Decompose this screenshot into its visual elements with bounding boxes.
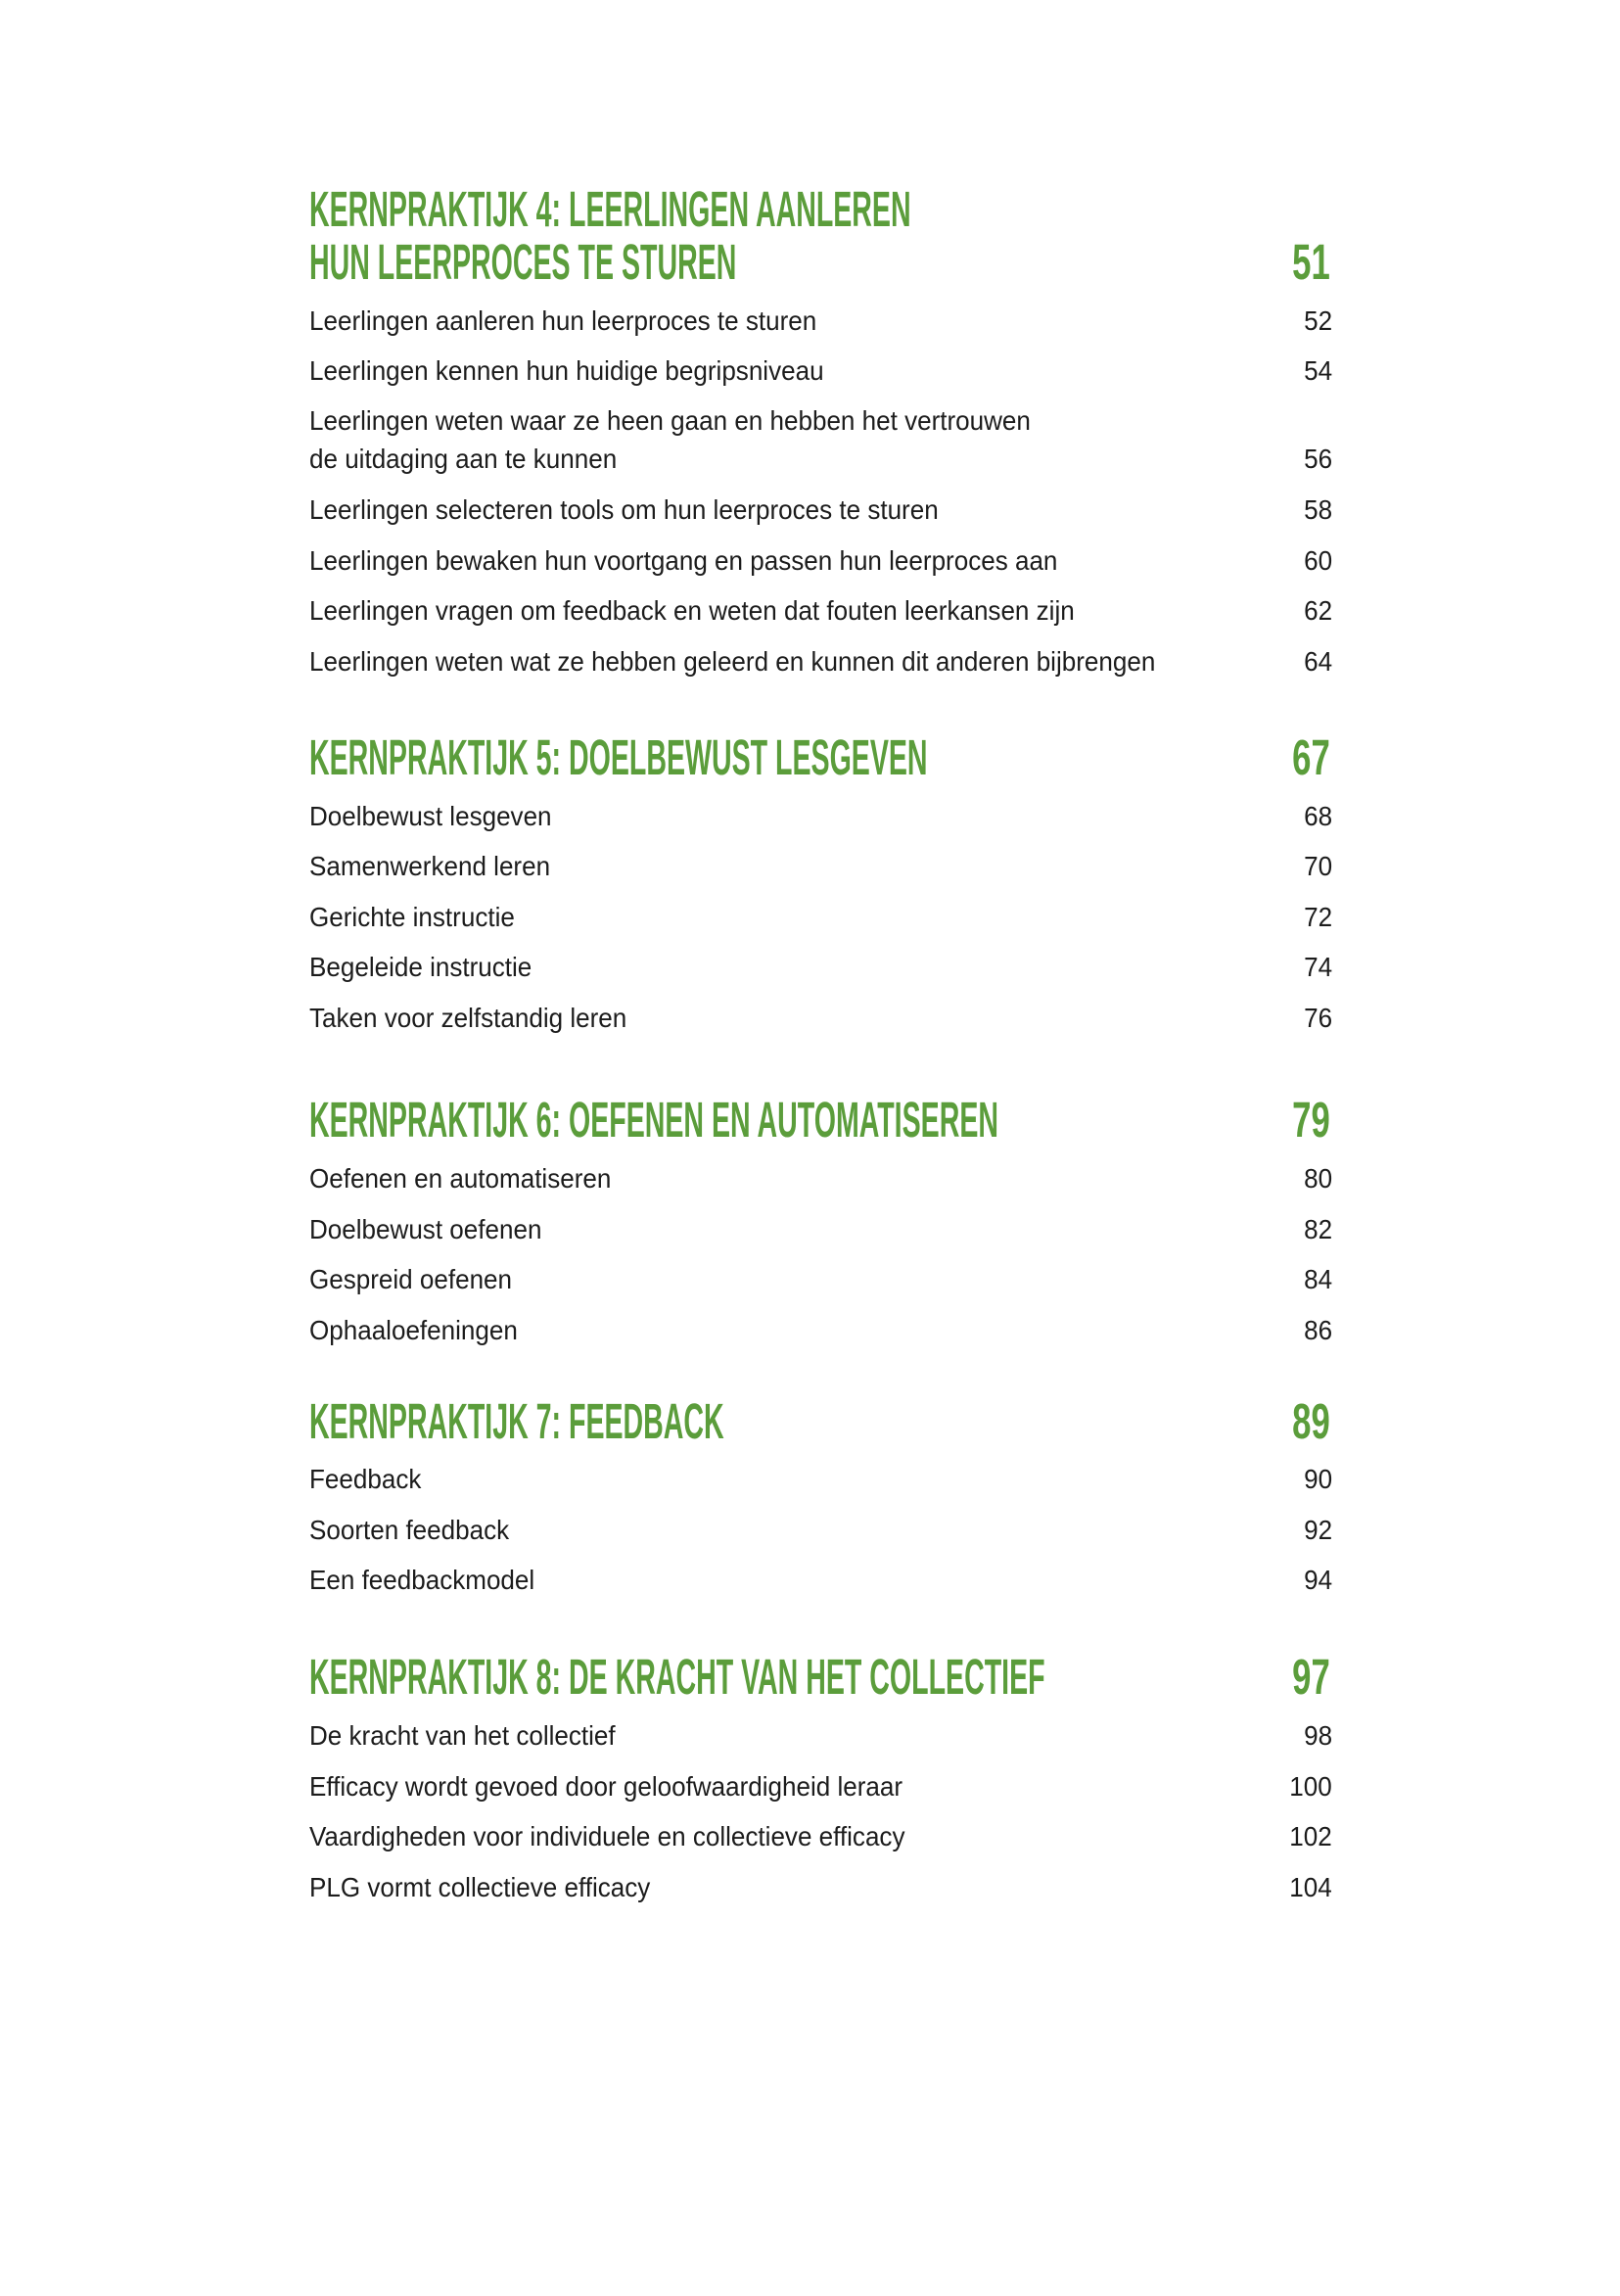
section-heading-line[interactable] bbox=[309, 1393, 1332, 1449]
entry-page-number: 94 bbox=[1304, 1565, 1332, 1595]
entry-page-number: 72 bbox=[1304, 902, 1332, 932]
entry-page-number: 82 bbox=[1304, 1214, 1332, 1244]
toc-entry[interactable] bbox=[309, 1874, 1332, 1901]
entry-page-number: 70 bbox=[1304, 851, 1332, 881]
toc-entry[interactable] bbox=[309, 1005, 1332, 1032]
entry-title: Een feedbackmodel bbox=[309, 1565, 535, 1595]
entry-title: Samenwerkend leren bbox=[309, 851, 551, 881]
section-page-number: 89 bbox=[1292, 1393, 1330, 1449]
entry-title: Taken voor zelfstandig leren bbox=[309, 1003, 627, 1033]
toc-entry[interactable] bbox=[309, 547, 1332, 575]
entry-page-number: 90 bbox=[1304, 1464, 1332, 1494]
section-title: HUN LEERPROCES TE STUREN bbox=[309, 234, 737, 290]
entry-title: de uitdaging aan te kunnen bbox=[309, 444, 618, 474]
toc-entry[interactable] bbox=[309, 307, 1332, 335]
section-heading-line bbox=[309, 181, 1332, 237]
entry-title: Doelbewust lesgeven bbox=[309, 801, 552, 831]
section-heading-line[interactable] bbox=[309, 729, 1332, 785]
section-page-number: 67 bbox=[1292, 729, 1330, 785]
entry-title: Doelbewust oefenen bbox=[309, 1214, 542, 1244]
entry-page-number: 64 bbox=[1304, 646, 1332, 677]
entry-page-number: 56 bbox=[1304, 444, 1332, 474]
toc-entry-continuation[interactable] bbox=[309, 445, 1332, 473]
toc-entry[interactable] bbox=[309, 648, 1332, 676]
section-heading-line[interactable] bbox=[309, 1649, 1332, 1705]
entry-page-number: 86 bbox=[1304, 1315, 1332, 1345]
toc-entry[interactable] bbox=[309, 803, 1332, 830]
entry-page-number: 98 bbox=[1304, 1720, 1332, 1751]
entry-title: Gespreid oefenen bbox=[309, 1264, 513, 1294]
entry-page-number: 60 bbox=[1304, 545, 1332, 576]
entry-title: Efficacy wordt gevoed door geloofwaardigheid leraar bbox=[309, 1771, 903, 1802]
section-title: KERNPRAKTIJK 7: FEEDBACK bbox=[309, 1393, 724, 1449]
toc-entry[interactable] bbox=[309, 1567, 1332, 1594]
entry-page-number: 100 bbox=[1289, 1771, 1332, 1802]
toc-entry[interactable] bbox=[309, 1266, 1332, 1293]
entry-title: PLG vormt collectieve efficacy bbox=[309, 1872, 651, 1902]
toc-entry[interactable] bbox=[309, 1216, 1332, 1243]
toc-entry[interactable] bbox=[309, 1722, 1332, 1750]
toc-entry[interactable] bbox=[309, 357, 1332, 385]
entry-title: Leerlingen weten wat ze hebben geleerd en kunnen dit anderen bijbrengen bbox=[309, 646, 1156, 677]
section-page-number: 79 bbox=[1292, 1092, 1330, 1148]
entry-page-number: 52 bbox=[1304, 305, 1332, 336]
entry-title: De kracht van het collectief bbox=[309, 1720, 616, 1751]
section-title: KERNPRAKTIJK 5: DOELBEWUST LESGEVEN bbox=[309, 729, 928, 785]
entry-page-number: 76 bbox=[1304, 1003, 1332, 1033]
entry-page-number: 62 bbox=[1304, 595, 1332, 626]
entry-title: Oefenen en automatiseren bbox=[309, 1163, 612, 1194]
entry-page-number: 68 bbox=[1304, 801, 1332, 831]
toc-entry[interactable] bbox=[309, 1466, 1332, 1493]
toc-entry[interactable] bbox=[309, 853, 1332, 880]
entry-title: Vaardigheden voor individuele en collectieve efficacy bbox=[309, 1821, 905, 1851]
toc-entry[interactable] bbox=[309, 1823, 1332, 1851]
section-heading-line[interactable] bbox=[309, 234, 1332, 290]
entry-page-number: 74 bbox=[1304, 952, 1332, 982]
entry-page-number: 54 bbox=[1304, 355, 1332, 386]
entry-title: Soorten feedback bbox=[309, 1515, 510, 1545]
toc-entry[interactable] bbox=[309, 954, 1332, 981]
toc-entry[interactable] bbox=[309, 496, 1332, 524]
entry-title: Leerlingen weten waar ze heen gaan en hebben het vertrouwen bbox=[309, 405, 1031, 436]
section-heading-line[interactable] bbox=[309, 1092, 1332, 1148]
entry-title: Begeleide instructie bbox=[309, 952, 532, 982]
entry-title: Gerichte instructie bbox=[309, 902, 515, 932]
section-title: KERNPRAKTIJK 4: LEERLINGEN AANLEREN bbox=[309, 181, 911, 237]
entry-page-number: 58 bbox=[1304, 494, 1332, 525]
section-page-number: 51 bbox=[1292, 234, 1330, 290]
entry-page-number: 80 bbox=[1304, 1163, 1332, 1194]
toc-entry[interactable] bbox=[309, 1517, 1332, 1544]
entry-page-number: 102 bbox=[1289, 1821, 1332, 1851]
entry-title: Leerlingen selecteren tools om hun leerproces te sturen bbox=[309, 494, 939, 525]
entry-page-number: 104 bbox=[1289, 1872, 1332, 1902]
entry-title: Leerlingen kennen hun huidige begripsniveau bbox=[309, 355, 824, 386]
toc-entry[interactable] bbox=[309, 407, 1332, 435]
entry-page-number: 84 bbox=[1304, 1264, 1332, 1294]
toc-entry[interactable] bbox=[309, 1317, 1332, 1344]
toc-entry[interactable] bbox=[309, 597, 1332, 625]
section-page-number: 97 bbox=[1292, 1649, 1330, 1705]
entry-title: Leerlingen vragen om feedback en weten dat fouten leerkansen zijn bbox=[309, 595, 1075, 626]
toc-entry[interactable] bbox=[309, 1165, 1332, 1193]
entry-page-number: 92 bbox=[1304, 1515, 1332, 1545]
toc-entry[interactable] bbox=[309, 904, 1332, 931]
toc-entry[interactable] bbox=[309, 1773, 1332, 1801]
entry-title: Feedback bbox=[309, 1464, 422, 1494]
section-title: KERNPRAKTIJK 6: OEFENEN EN AUTOMATISEREN bbox=[309, 1092, 999, 1148]
entry-title: Ophaaloefeningen bbox=[309, 1315, 518, 1345]
entry-title: Leerlingen aanleren hun leerproces te sturen bbox=[309, 305, 817, 336]
section-title: KERNPRAKTIJK 8: DE KRACHT VAN HET COLLECTIEF bbox=[309, 1649, 1045, 1705]
entry-title: Leerlingen bewaken hun voortgang en passen hun leerproces aan bbox=[309, 545, 1058, 576]
